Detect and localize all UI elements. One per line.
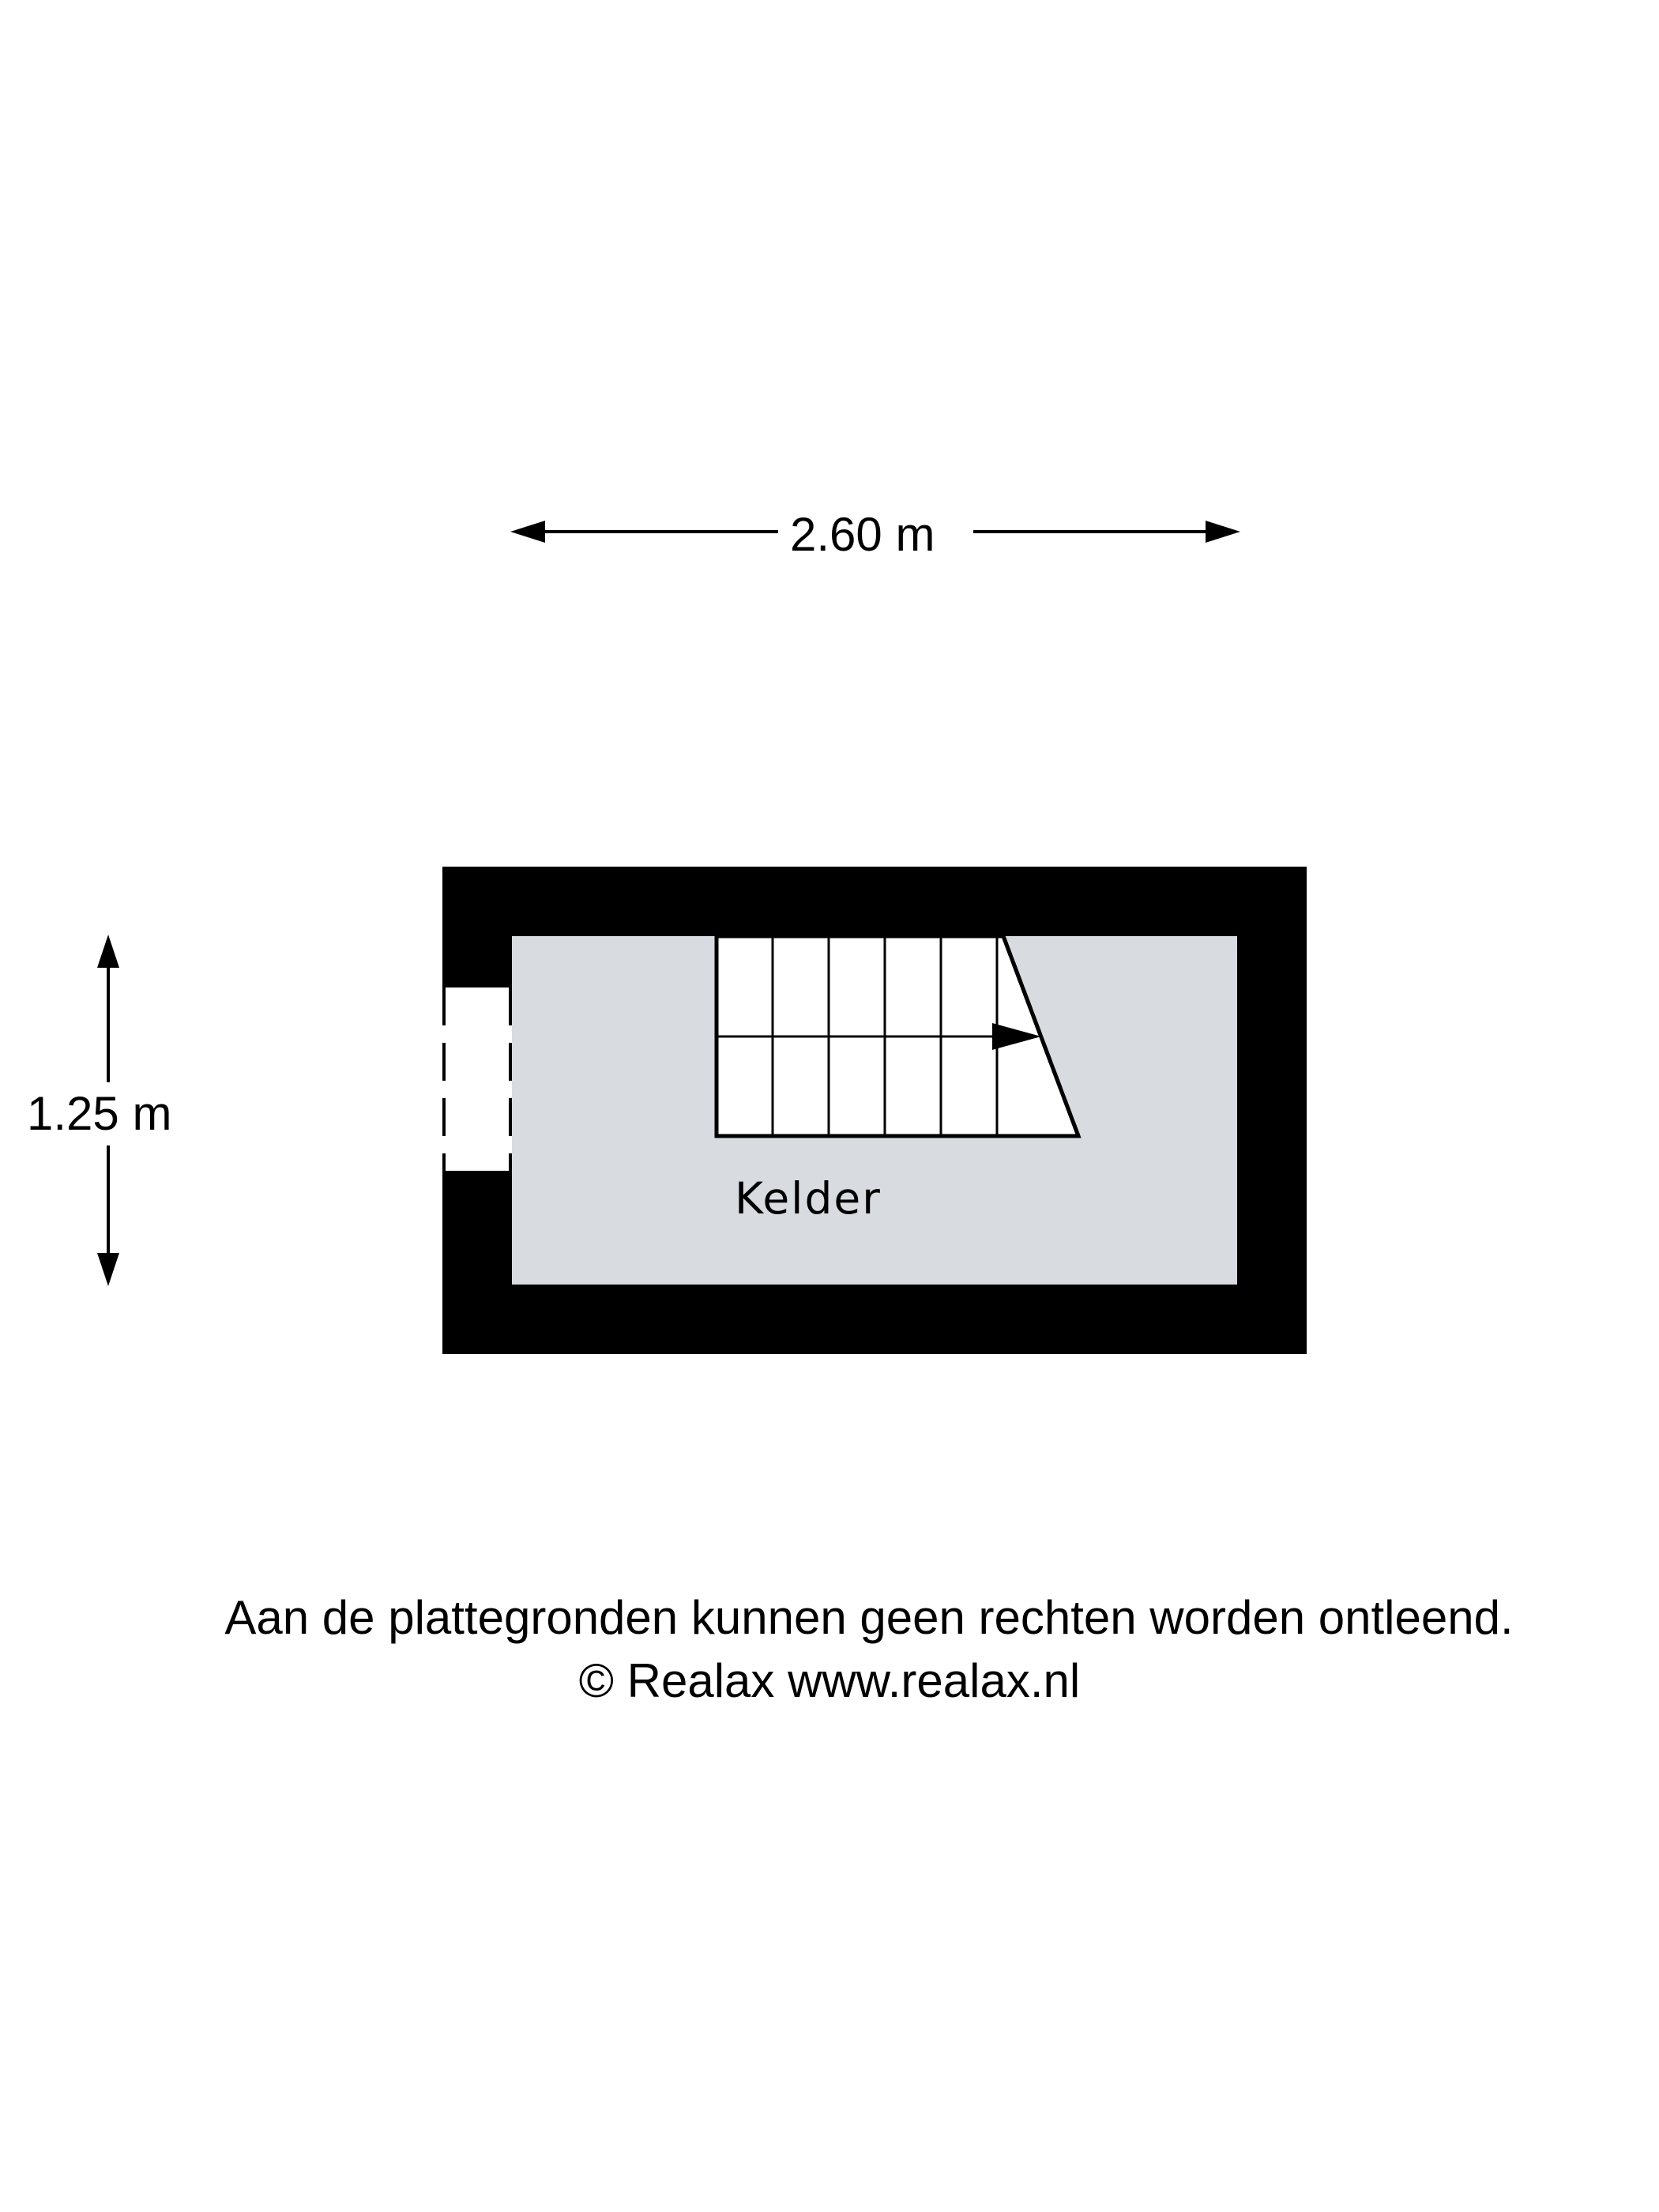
dimension-arrow-icon: [1206, 521, 1240, 543]
dimension-arrow-icon: [97, 1253, 119, 1286]
dimension-arrow-icon: [97, 935, 119, 968]
window-opening: [442, 988, 512, 1171]
height-dimension-label: 1.25 m: [27, 1087, 172, 1140]
room-label-kelder: Kelder: [735, 1173, 882, 1224]
width-dimension-label: 2.60 m: [790, 508, 935, 561]
copyright-text: © Realax www.realax.nl: [578, 1654, 1081, 1707]
disclaimer-text: Aan de plattegronden kunnen geen rechten worden ontleend.: [224, 1591, 1514, 1644]
dimension-arrow-icon: [510, 521, 545, 543]
